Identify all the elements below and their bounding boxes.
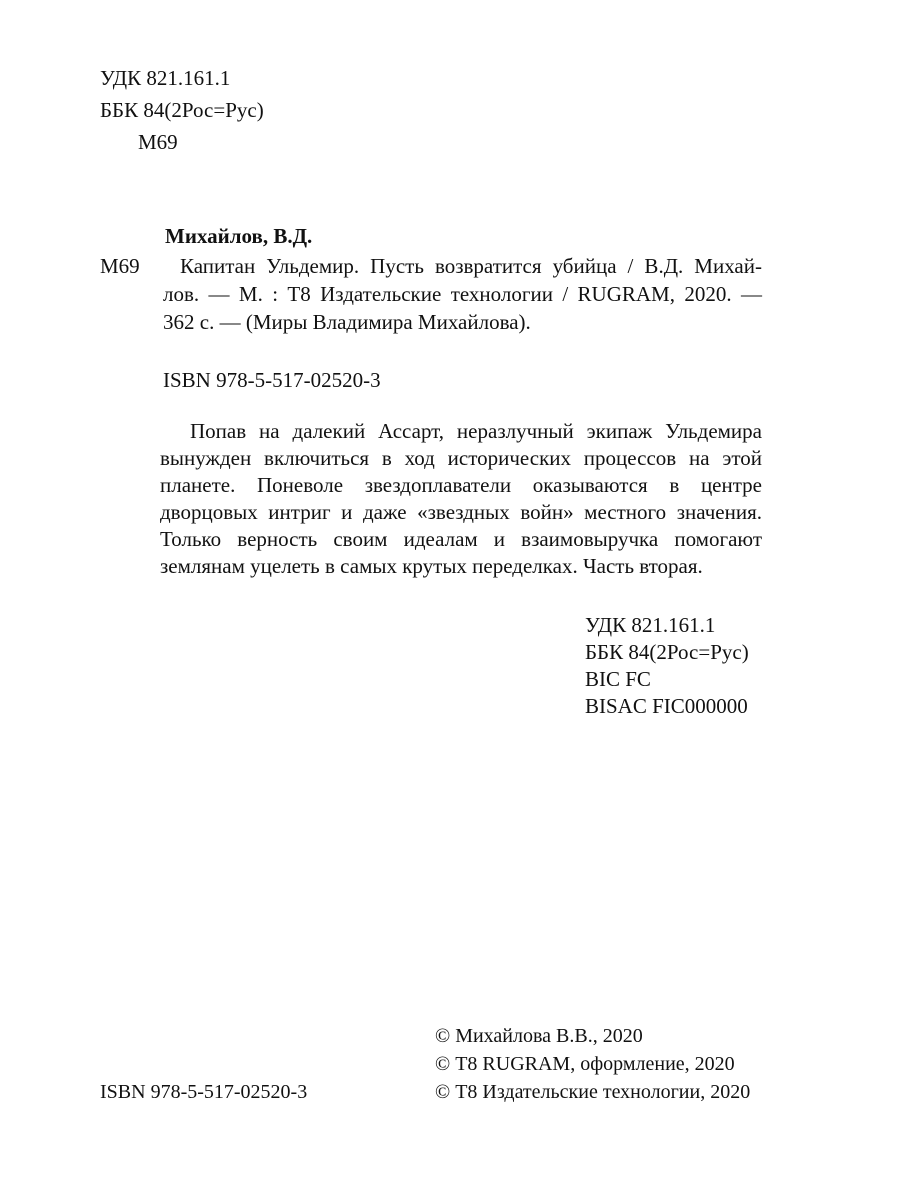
udk-line: УДК 821.161.1	[585, 613, 716, 637]
bbk-line: ББК 84(2Рос=Рус)	[585, 640, 749, 664]
catalog-card	[100, 252, 762, 336]
annotation-line: вынужден включиться в ход исторических процессов на этой	[160, 446, 762, 470]
copyright-line: © Т8 Издательские технологии, 2020	[435, 1081, 751, 1103]
annotation-paragraph	[160, 418, 762, 580]
isbn-top: ISBN 978-5-517-02520-3	[163, 368, 381, 392]
bic-line: BIC FC	[585, 667, 651, 691]
catalog-card-description	[163, 252, 762, 336]
copyright-line: © Михайлова В.В., 2020	[435, 1025, 643, 1047]
catalog-card-line: лов. — М. : Т8 Издательские технологии / RUGRAM, 2020. —	[163, 282, 762, 306]
bisac-line: BISAC FIC000000	[585, 694, 748, 718]
catalog-card-line: 362 с. — (Миры Владимира Михайлова).	[163, 310, 531, 334]
annotation-line: планете. Поневоле звездоплаватели оказываются в центре	[160, 473, 762, 497]
bbk-line-top: ББК 84(2Рос=Рус)	[100, 98, 264, 122]
copyright-line: © Т8 RUGRAM, оформление, 2020	[435, 1053, 735, 1075]
classification-codes-block	[585, 612, 749, 720]
annotation-line: Только верность своим идеалам и взаимовыручка помогают	[160, 527, 762, 551]
author-sign-code-top: М69	[138, 130, 178, 154]
udk-line-top: УДК 821.161.1	[100, 66, 231, 90]
catalog-card-author: Михайлов, В.Д.	[165, 224, 313, 248]
catalog-card-line: Капитан Ульдемир. Пусть возвратится убийца / В.Д. Михай-	[180, 254, 762, 278]
copyright-block	[435, 1022, 750, 1106]
annotation-line: землянам уцелеть в самых крутых переделках. Часть вторая.	[160, 554, 703, 578]
annotation-line: дворцовых интриг и даже «звездных войн» местного значения.	[160, 500, 762, 524]
top-codes-block	[100, 62, 264, 158]
catalog-card-margin-code: М69	[100, 254, 140, 278]
isbn-bottom: ISBN 978-5-517-02520-3	[100, 1081, 308, 1103]
annotation-line: Попав на далекий Ассарт, неразлучный экипаж Ульдемира	[190, 419, 762, 443]
